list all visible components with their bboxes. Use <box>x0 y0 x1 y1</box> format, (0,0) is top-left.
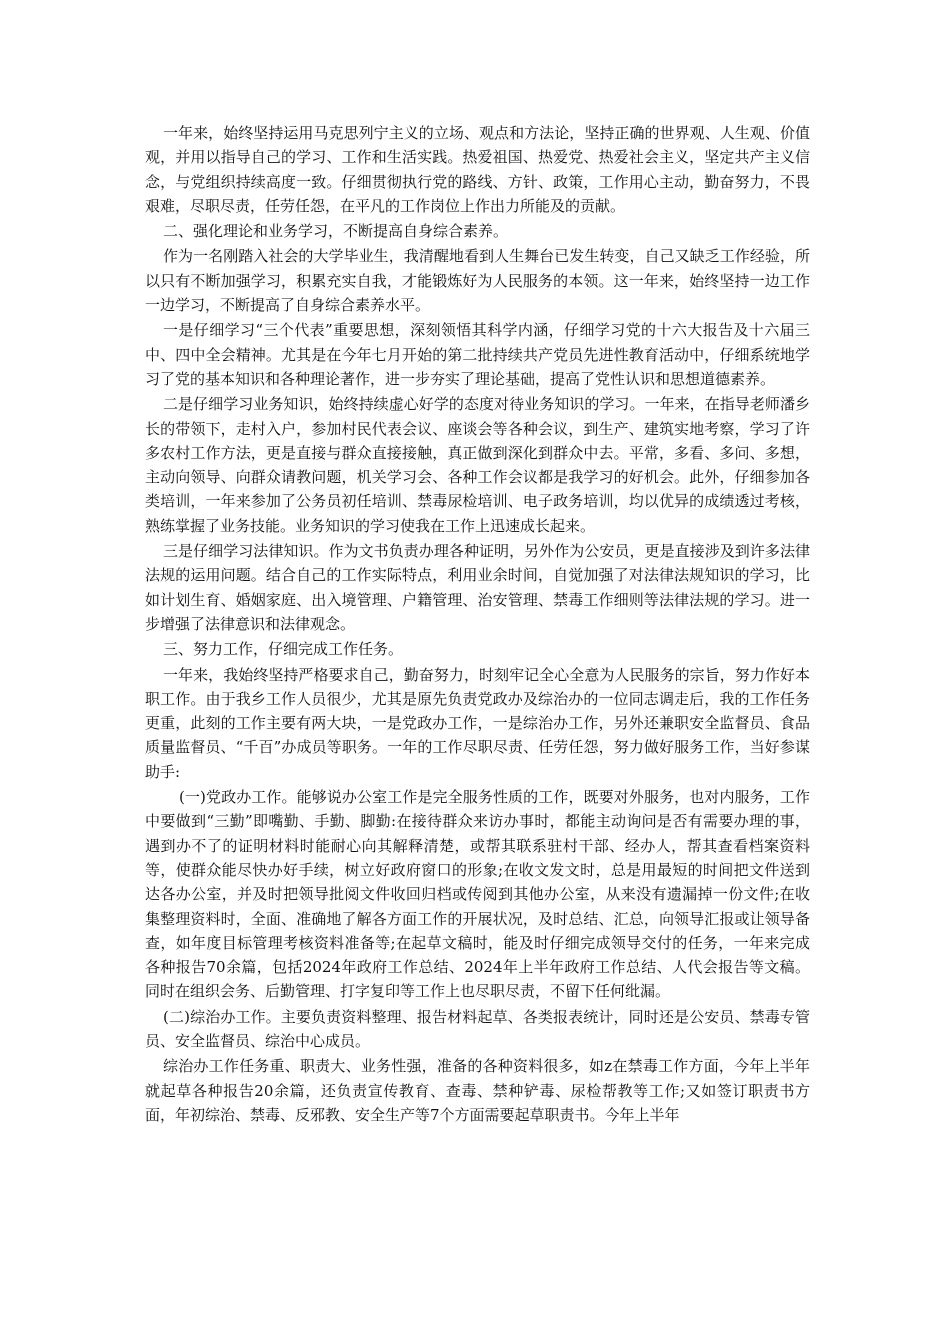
paragraph-business-study: 二是仔细学习业务知识，始终持续虚心好学的态度对待业务知识的学习。一年来，在指导老师潘乡长的带领下，走村入户，参加村民代表会议、座谈会等各种会议，到生产、建筑实地考察，学习了许多农村工作方法，更是直接与群众直接接触，真正做到深化到群众中去。平常，多看、多问、多想，主动向领导、向群众请教问题，机关学习会、各种工作会议都是我学习的好机会。此外，仔细参加各类培训，一年来参加了公务员初任培训、禁毒尿检培训、电子政务培训，均以优异的成绩透过考核，熟练掌握了业务技能。业务知识的学习使我在工作上迅速成长起来。 <box>145 395 810 535</box>
paragraph-political-stance: 一年来，始终坚持运用马克思列宁主义的立场、观点和方法论，坚持正确的世界观、人生观、价值观，并用以指导自己的学习、工作和生活实践。热爱祖国、热爱党、热爱社会主义，坚定共产主义信念，与党组织持续高度一致。仔细贯彻执行党的路线、方针、政策，工作用心主动，勤奋努力，不畏艰难，尽职尽责，任劳任怨，在平凡的工作岗位上作出力所能及的贡献。 <box>145 124 810 215</box>
paragraph-law-study: 三是仔细学习法律知识。作为文书负责办理各种证明，另外作为公安员，更是直接涉及到许多法律法规的运用问题。结合自己的工作实际特点，利用业余时间，自觉加强了对法律法规知识的学习，比如计划生育、婚姻家庭、出入境管理、户籍管理、治安管理、禁毒工作细则等法律法规的学习。进一步增强了法律意识和法律观念。 <box>145 542 810 633</box>
section-heading-work: 三、努力工作，仔细完成工作任务。 <box>163 640 404 659</box>
section-heading-study: 二、强化理论和业务学习，不断提高自身综合素养。 <box>163 222 509 241</box>
paragraph-work-overview: 一年来，我始终坚持严格要求自己，勤奋努力，时刻牢记全心全意为人民服务的宗旨，努力作好本职工作。由于我乡工作人员很少，尤其是原先负责党政办及综治办的一位同志调走后，我的工作任务更重，此刻的工作主要有两大块，一是党政办工作，一是综治办工作，另外还兼职安全监督员、食品质量监督员、“千百”办成员等职务。一年的工作尽职尽责、任劳任怨，努力做好服务工作，当好参谋助手: <box>145 665 810 781</box>
paragraph-comprehensive-office: (二)综治办工作。主要负责资料整理、报告材料起草、各类报表统计，同时还是公安员、禁毒专管员、安全监督员、综治中心成员。 <box>145 1007 810 1050</box>
document-page <box>145 121 810 1128</box>
paragraph-party-office-work: (一)党政办工作。能够说办公室工作是完全服务性质的工作，既要对外服务，也对内服务，工作中要做到“三勤”即嘴勤、手勤、脚勤:在接待群众来访办事时，都能主动询问是否有需要办理的事，遇到办不了的证明材料时能耐心向其解释清楚，或帮其联系驻村干部、经办人，帮其查看档案资料等，使群众能尽快办好手续，树立好政府窗口的形象;在收文发文时，总是用最短的时间把文件送到达各办公室，并及时把领导批阅文件收回归档或传阅到其他办公室，从来没有遗漏掉一份文件;在收集整理资料时，全面、准确地了解各方面工作的开展状况，及时总结、汇总，向领导汇报或让领导备查，如年度目标管理考核资料准备等;在起草文稿时，能及时仔细完成领导交付的任务，一年来完成各种报告70余篇，包括2024年政府工作总结、2024年上半年政府工作总结、人代会报告等文稿。同时在组织会务、后勤管理、打字复印等工作上也尽职尽责，不留下任何纰漏。 <box>145 788 810 1001</box>
paragraph-comprehensive-details: 综治办工作任务重、职责大、业务性强，准备的各种资料很多，如z在禁毒工作方面，今年上半年就起草各种报告20余篇，还负责宣传教育、查毒、禁种铲毒、尿检帮教等工作;又如签订职责书方面，年初综治、禁毒、反邪教、安全生产等7个方面需要起草职责书。今年上半年 <box>145 1057 810 1124</box>
paragraph-theory-study: 一是仔细学习“三个代表”重要思想，深刻领悟其科学内涵，仔细学习党的十六大报告及十六届三中、四中全会精神。尤其是在今年七月开始的第二批持续共产党员先进性教育活动中，仔细系统地学习了党的基本知识和各种理论著作，进一步夯实了理论基础，提高了党性认识和思想道德素养。 <box>145 321 810 388</box>
paragraph-graduate-learning: 作为一名刚踏入社会的大学毕业生，我清醒地看到人生舞台已发生转变，自己又缺乏工作经验，所以只有不断加强学习，积累充实自我，才能锻炼好为人民服务的本领。这一年来，始终坚持一边工作一边学习，不断提高了自身综合素养水平。 <box>145 247 810 315</box>
